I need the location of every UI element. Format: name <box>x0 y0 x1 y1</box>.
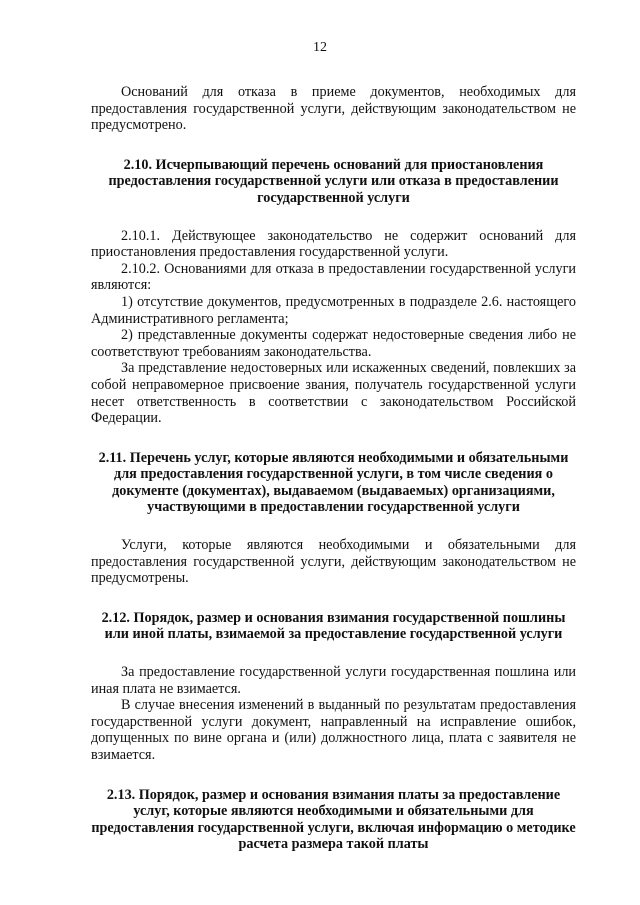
section-2-13-heading: 2.13. Порядок, размер и основания взимания платы за предоставление услуг, которые являются необходимыми и обязательными для предоставления государственной услуги, включая информацию о методике расчета размера такой платы <box>91 786 576 853</box>
section-2-12-paragraph-1: За предоставление государственной услуги государственная пошлина или иная плата не взимается. <box>91 664 576 697</box>
document-body <box>91 84 576 853</box>
section-2-11-paragraph-1: Услуги, которые являются необходимыми и обязательными для предоставления государственной услуги, действующим законодательством не предусмотрены. <box>91 537 576 587</box>
section-2-11-heading: 2.11. Перечень услуг, которые являются необходимыми и обязательными для предоставления государственной услуги, в том числе сведения о документе (документах), выдаваемом (выдаваемых) организациями, участвующими в предоставлении государственной услуги <box>98 449 569 516</box>
section-2-10-paragraph-2: 2.10.2. Основаниями для отказа в предоставлении государственной услуги являются: <box>91 260 576 294</box>
section-2-12-paragraph-2: В случае внесения изменений в выданный по результатам предоставления государственной услуги документ, направленный на исправление ошибок, допущенных по вине органа и (или) должностного лица, плата с заявителя не взимается. <box>91 697 576 763</box>
section-2-10-paragraph-1: 2.10.1. Действующее законодательство не содержит оснований для приостановления предоставления государственной услуги. <box>91 227 576 261</box>
section-2-10-paragraph-3: За представление недостоверных или искаженных сведений, повлекших за собой неправомерное присвоение звания, получатель государственной услуги несет ответственность в соответствии с законодательством Российской Федерации. <box>91 360 576 427</box>
intro-paragraph: Оснований для отказа в приеме документов, необходимых для предоставления государственной услуги, действующим законодательством не предусмотрено. <box>91 84 576 134</box>
section-2-12-heading: 2.12. Порядок, размер и основания взимания государственной пошлины или иной платы, взимаемой за предоставление государственной услуги <box>101 609 566 643</box>
page-number: 12 <box>313 40 327 55</box>
section-2-10-list-item-2: 2) представленные документы содержат недостоверные сведения либо не соответствуют требованиям законодательства. <box>91 327 576 360</box>
section-2-10-heading: 2.10. Исчерпывающий перечень оснований для приостановления предоставления государственной услуги или отказа в предоставлении государственной услуги <box>108 156 559 206</box>
section-2-10-list-item-1: 1) отсутствие документов, предусмотренных в подразделе 2.6. настоящего Административного регламента; <box>91 293 576 327</box>
